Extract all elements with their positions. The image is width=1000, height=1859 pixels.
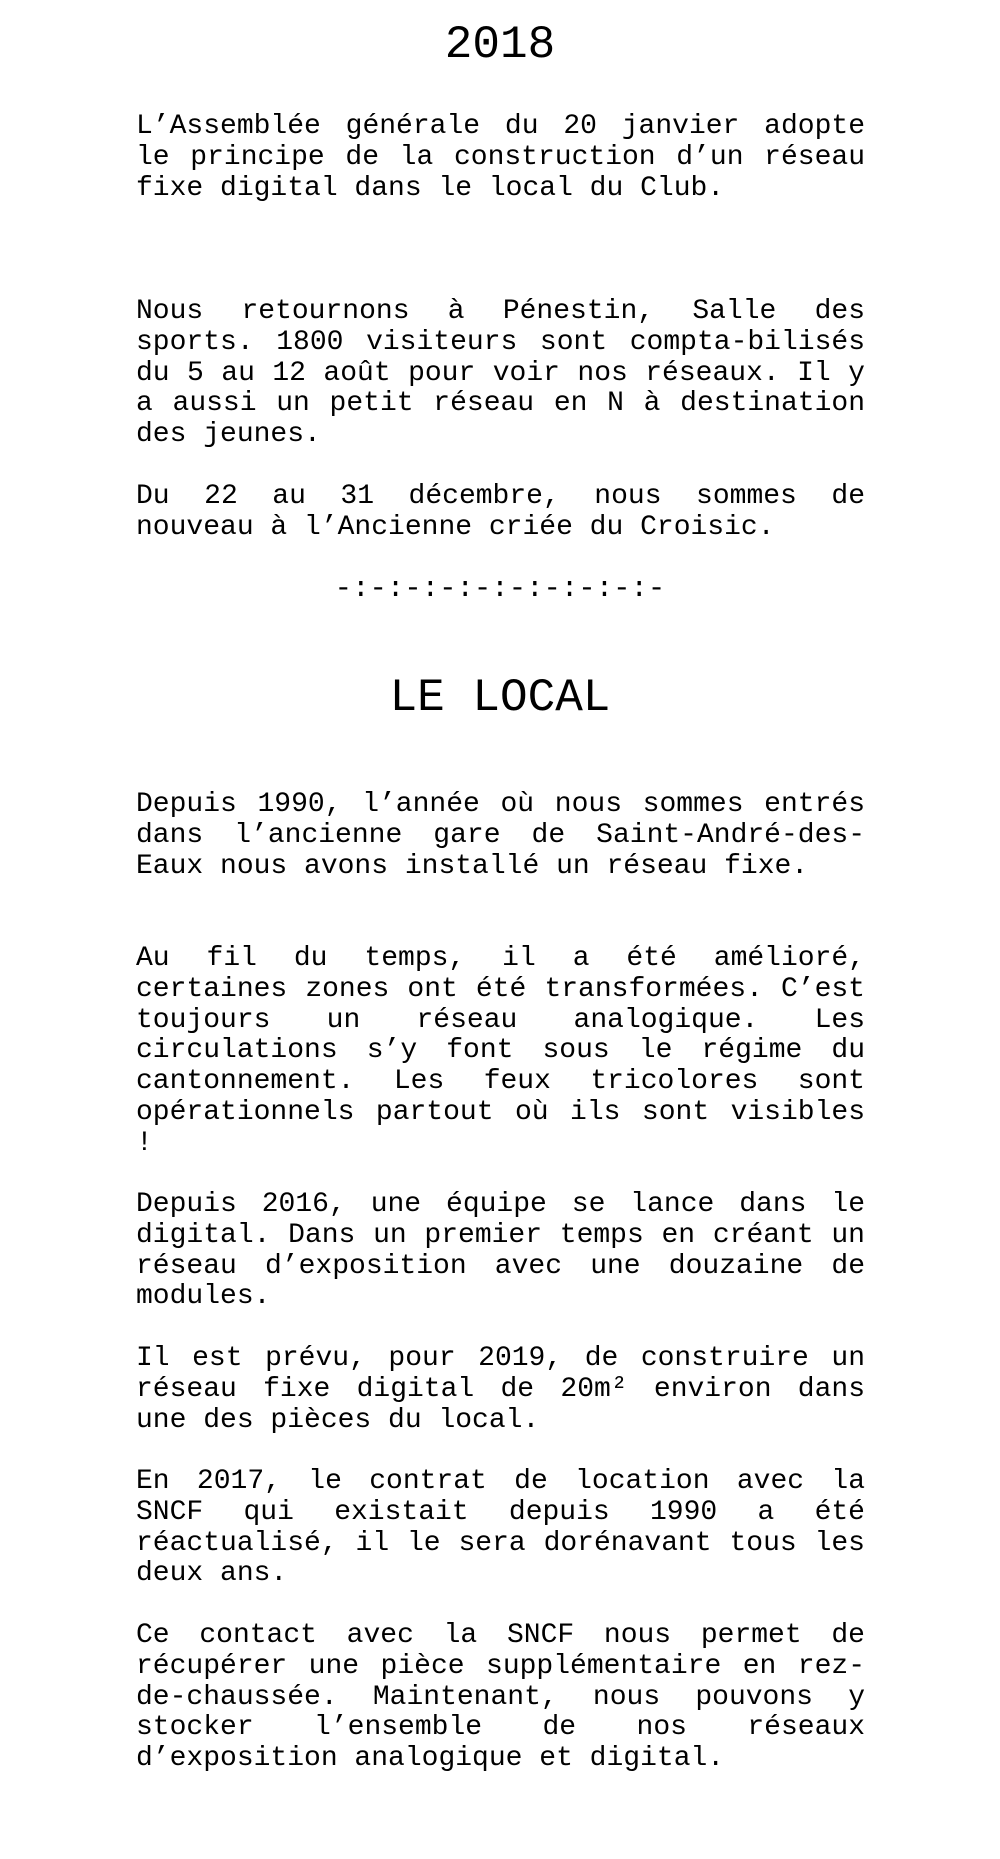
paragraph-depuis-1990: Depuis 1990, l’année où nous sommes entrés dans l’ancienne gare de Saint-André-des-Eaux nous avons installé un réseau fixe. [136,789,865,882]
paragraph-croisic: Du 22 au 31 décembre, nous sommes de nouveau à l’Ancienne criée du Croisic. [136,481,865,543]
paragraph-fil-du-temps: Au fil du temps, il a été amélioré, certaines zones ont été transformées. C’est toujours un réseau analogique. Les circulations s’y font sous le régime du cantonnement. Les feux tricolores sont opérationnels partout où ils sont visibles ! [136,943,865,1159]
paragraph-penestin: Nous retournons à Pénestin, Salle des sports. 1800 visiteurs sont compta-bilisés du 5 au 12 août pour voir nos réseaux. Il y a aussi un petit réseau en N à destination des jeunes. [136,296,865,451]
paragraph-contrat-2017: En 2017, le contrat de location avec la SNCF qui existait depuis 1990 a été réactualisé, il le sera dorénavant tous les deux ans. [136,1466,865,1590]
section-title-le-local: LE LOCAL [389,672,611,724]
paragraph-depuis-2016: Depuis 2016, une équipe se lance dans le digital. Dans un premier temps en créant un réseau d’exposition avec une douzaine de modules. [136,1189,865,1313]
section-title-2018: 2018 [444,19,556,71]
section-separator: -:-:-:-:-:-:-:-:-:- [334,572,666,605]
paragraph-contact-sncf: Ce contact avec la SNCF nous permet de récupérer une pièce supplémentaire en rez-de-chaussée. Maintenant, nous pouvons y stocker l’ensemble de nos réseaux d’exposition analogique et digital. [136,1620,865,1775]
paragraph-prevu-2019: Il est prévu, pour 2019, de construire un réseau fixe digital de 20m² environ dans une des pièces du local. [136,1343,865,1436]
paragraph-assemblee: L’Assemblée générale du 20 janvier adopte le principe de la construction d’un réseau fixe digital dans le local du Club. [136,111,865,204]
